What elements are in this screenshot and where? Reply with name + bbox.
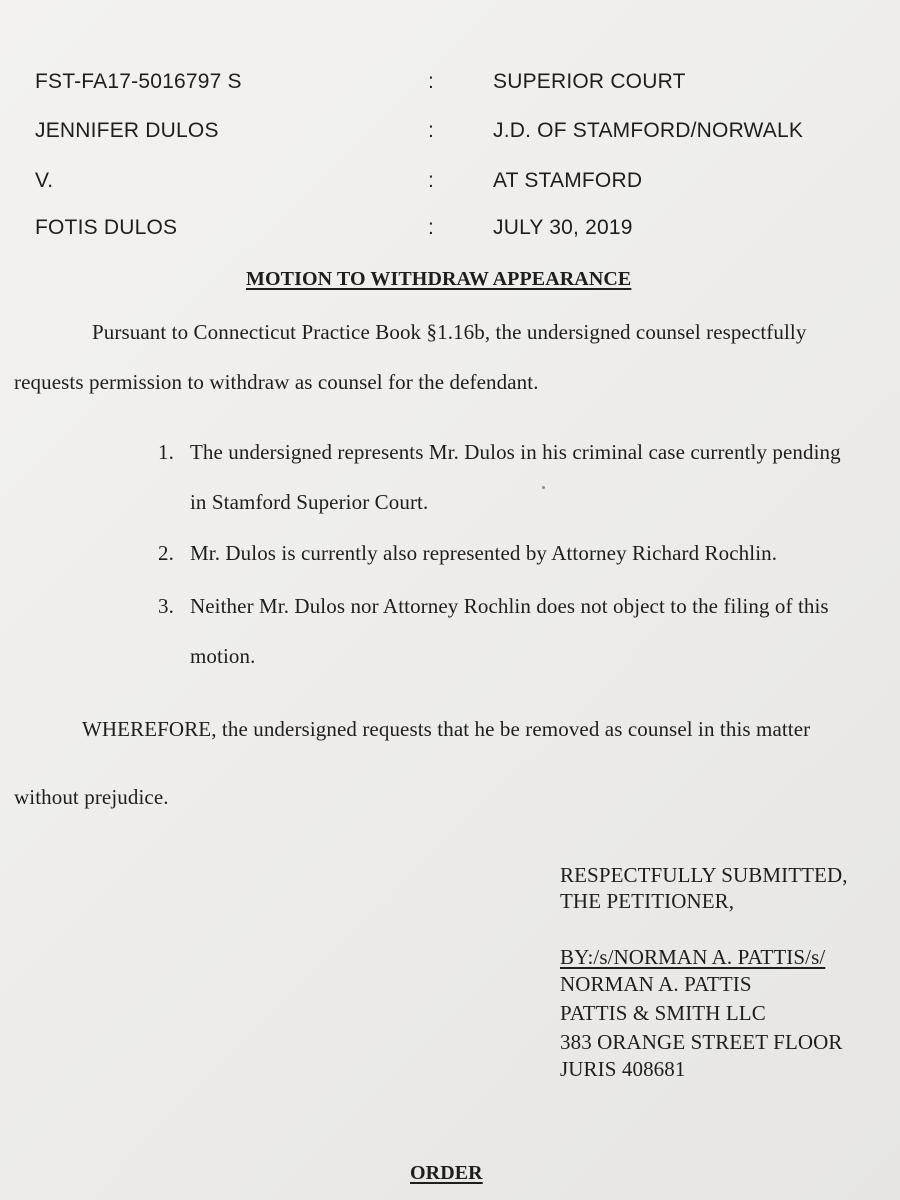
filing-date: JULY 30, 2019 bbox=[493, 216, 633, 239]
versus: V. bbox=[35, 169, 54, 192]
caption-separator: : bbox=[428, 169, 435, 192]
caption-separator: : bbox=[428, 119, 435, 142]
court-name: SUPERIOR COURT bbox=[493, 70, 686, 93]
signature-line: BY:/s/NORMAN A. PATTIS/s/ bbox=[560, 945, 826, 969]
caption-separator: : bbox=[428, 216, 435, 239]
the-petitioner: THE PETITIONER, bbox=[560, 889, 735, 913]
motion-title: MOTION TO WITHDRAW APPEARANCE bbox=[246, 268, 632, 290]
juris-number: JURIS 408681 bbox=[560, 1057, 686, 1081]
paper-speck bbox=[542, 486, 545, 489]
list-item-3-line-2: motion. bbox=[190, 644, 256, 668]
case-number: FST-FA17-5016797 S bbox=[35, 70, 242, 93]
list-item-1-line-2: in Stamford Superior Court. bbox=[190, 490, 429, 514]
list-item-3-line-1: Neither Mr. Dulos nor Attorney Rochlin does not object to the filing of this bbox=[190, 594, 829, 618]
list-item-number: 3. bbox=[158, 594, 174, 618]
respectfully-submitted: RESPECTFULLY SUBMITTED, bbox=[560, 863, 848, 887]
judicial-district: J.D. OF STAMFORD/NORWALK bbox=[493, 119, 804, 142]
order-heading: ORDER bbox=[410, 1162, 483, 1184]
court-location: AT STAMFORD bbox=[493, 169, 643, 192]
list-item-1-line-1: The undersigned represents Mr. Dulos in his criminal case currently pending bbox=[190, 440, 841, 464]
wherefore-line-2: without prejudice. bbox=[14, 785, 169, 809]
defendant-name: FOTIS DULOS bbox=[35, 216, 178, 239]
list-item-number: 2. bbox=[158, 541, 174, 565]
intro-line-1: Pursuant to Connecticut Practice Book §1.16b, the undersigned counsel respectfully bbox=[92, 320, 807, 344]
firm-address: 383 ORANGE STREET FLOOR bbox=[560, 1030, 843, 1054]
wherefore-line-1: WHEREFORE, the undersigned requests that he be removed as counsel in this matter bbox=[82, 717, 811, 741]
attorney-name: NORMAN A. PATTIS bbox=[560, 972, 752, 996]
law-firm: PATTIS & SMITH LLC bbox=[560, 1001, 766, 1025]
intro-line-2: requests permission to withdraw as counsel for the defendant. bbox=[14, 370, 539, 394]
plaintiff-name: JENNIFER DULOS bbox=[35, 119, 219, 142]
list-item-2-line-1: Mr. Dulos is currently also represented by Attorney Richard Rochlin. bbox=[190, 541, 778, 565]
caption-separator: : bbox=[428, 70, 435, 93]
list-item-number: 1. bbox=[158, 440, 174, 464]
